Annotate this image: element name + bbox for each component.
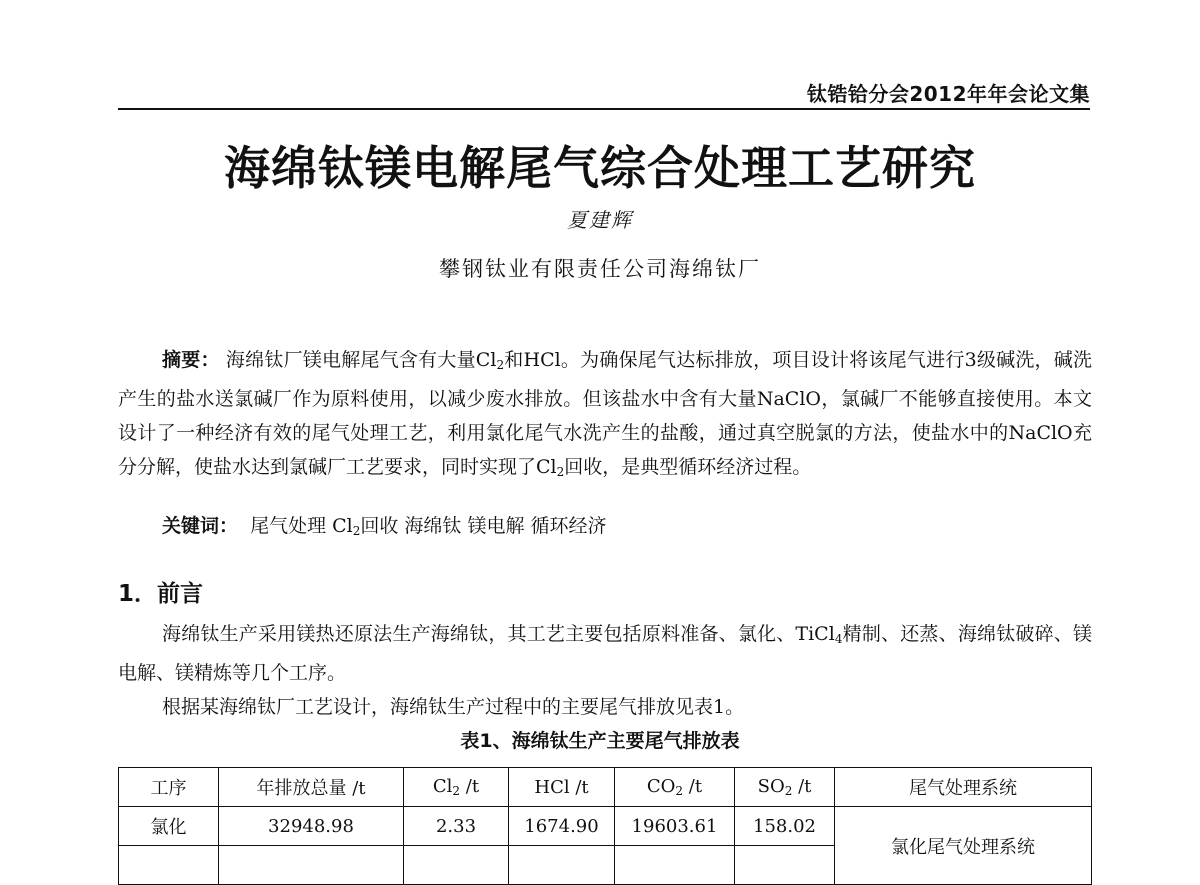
cell-process: 氯化 [119, 807, 219, 846]
col-so2-sub: 2 [784, 784, 793, 798]
col-co2 [615, 768, 735, 807]
col-process: 工序 [119, 768, 219, 807]
cell-system: 氯化尾气处理系统 [835, 807, 1092, 885]
col-co2-unit: /t [683, 776, 703, 797]
col-so2-unit: /t [792, 776, 812, 797]
author-name: 夏建辉 [567, 208, 633, 232]
body-p1-sub: 4 [834, 632, 843, 646]
section-heading: 1．前言 [118, 581, 204, 607]
running-header [118, 72, 1090, 110]
col-cl2-label: Cl [432, 776, 453, 797]
cell-co2: 19603.61 [615, 807, 735, 846]
keywords [162, 509, 607, 548]
abstract-label: 摘要： [162, 349, 220, 371]
emissions-table [118, 767, 1092, 885]
col-so2-label: SO [757, 776, 785, 797]
col-hcl: HCl /t [509, 768, 615, 807]
abstract-sub-1: 2 [496, 358, 505, 372]
col-cl2 [404, 768, 509, 807]
cell-empty [509, 846, 615, 885]
table-header-row [119, 768, 1092, 807]
col-so2 [735, 768, 835, 807]
cell-total: 32948.98 [219, 807, 404, 846]
cell-empty [404, 846, 509, 885]
table-row [119, 807, 1092, 846]
cell-hcl: 1674.90 [509, 807, 615, 846]
journal-title: 钛锆铪分会2012年年会论文集 [806, 82, 1090, 106]
author-affiliation: 攀钢钛业有限责任公司海绵钛厂 [439, 257, 761, 281]
body-p1-a: 海绵钛生产采用镁热还原法生产海绵钛，其工艺主要包括原料准备、氯化、TiCl [162, 623, 835, 645]
col-co2-sub: 2 [675, 784, 684, 798]
col-cl2-unit: /t [460, 776, 480, 797]
paper-title: 海绵钛镁电解尾气综合处理工艺研究 [224, 141, 976, 195]
keywords-text-1: 尾气处理 Cl [238, 515, 353, 537]
col-system: 尾气处理系统 [835, 768, 1092, 807]
abstract-text-2: 和HCl。为确保尾气达标排放，项目设计将该尾气进行3级碱洗，碱洗产生的盐水送氯碱厂作为原料使用，以减少废水排放。但该盐水中含有大量NaClO，氯碱厂不能够直接使用。本文设计了一种经济有效的尾气处理工艺，利用氯化尾气水洗产生的盐酸，通过真空脱氯的方法，使盐水中的NaClO充分分解，使盐水达到氯碱厂工艺要求，同时实现了Cl [118, 349, 1092, 478]
col-co2-label: CO [646, 776, 676, 797]
body-paragraph-1 [118, 617, 1092, 690]
cell-empty [615, 846, 735, 885]
cell-empty [735, 846, 835, 885]
body-p1-b: 精制、还蒸、海绵钛破碎、镁电解、镁精炼等几个工序。 [118, 623, 1092, 684]
cell-empty [119, 846, 219, 885]
cell-cl2: 2.33 [404, 807, 509, 846]
abstract [118, 343, 1092, 489]
col-total: 年排放总量 /t [219, 768, 404, 807]
abstract-text-1: 海绵钛厂镁电解尾气含有大量Cl [219, 349, 497, 371]
keywords-label: 关键词： [162, 515, 239, 537]
cell-empty [219, 846, 404, 885]
table-caption: 表1、海绵钛生产主要尾气排放表 [460, 730, 740, 752]
keywords-text-2: 回收 海绵钛 镁电解 循环经济 [360, 515, 607, 537]
section-body [118, 617, 1092, 724]
keywords-sub: 2 [352, 524, 361, 538]
cell-so2: 158.02 [735, 807, 835, 846]
abstract-paragraph [118, 343, 1092, 489]
body-paragraph-2: 根据某海绵钛厂工艺设计，海绵钛生产过程中的主要尾气排放见表1。 [162, 696, 745, 718]
abstract-sub-2: 2 [556, 465, 565, 479]
abstract-text-3: 回收，是典型循环经济过程。 [564, 456, 812, 478]
col-cl2-sub: 2 [452, 784, 461, 798]
